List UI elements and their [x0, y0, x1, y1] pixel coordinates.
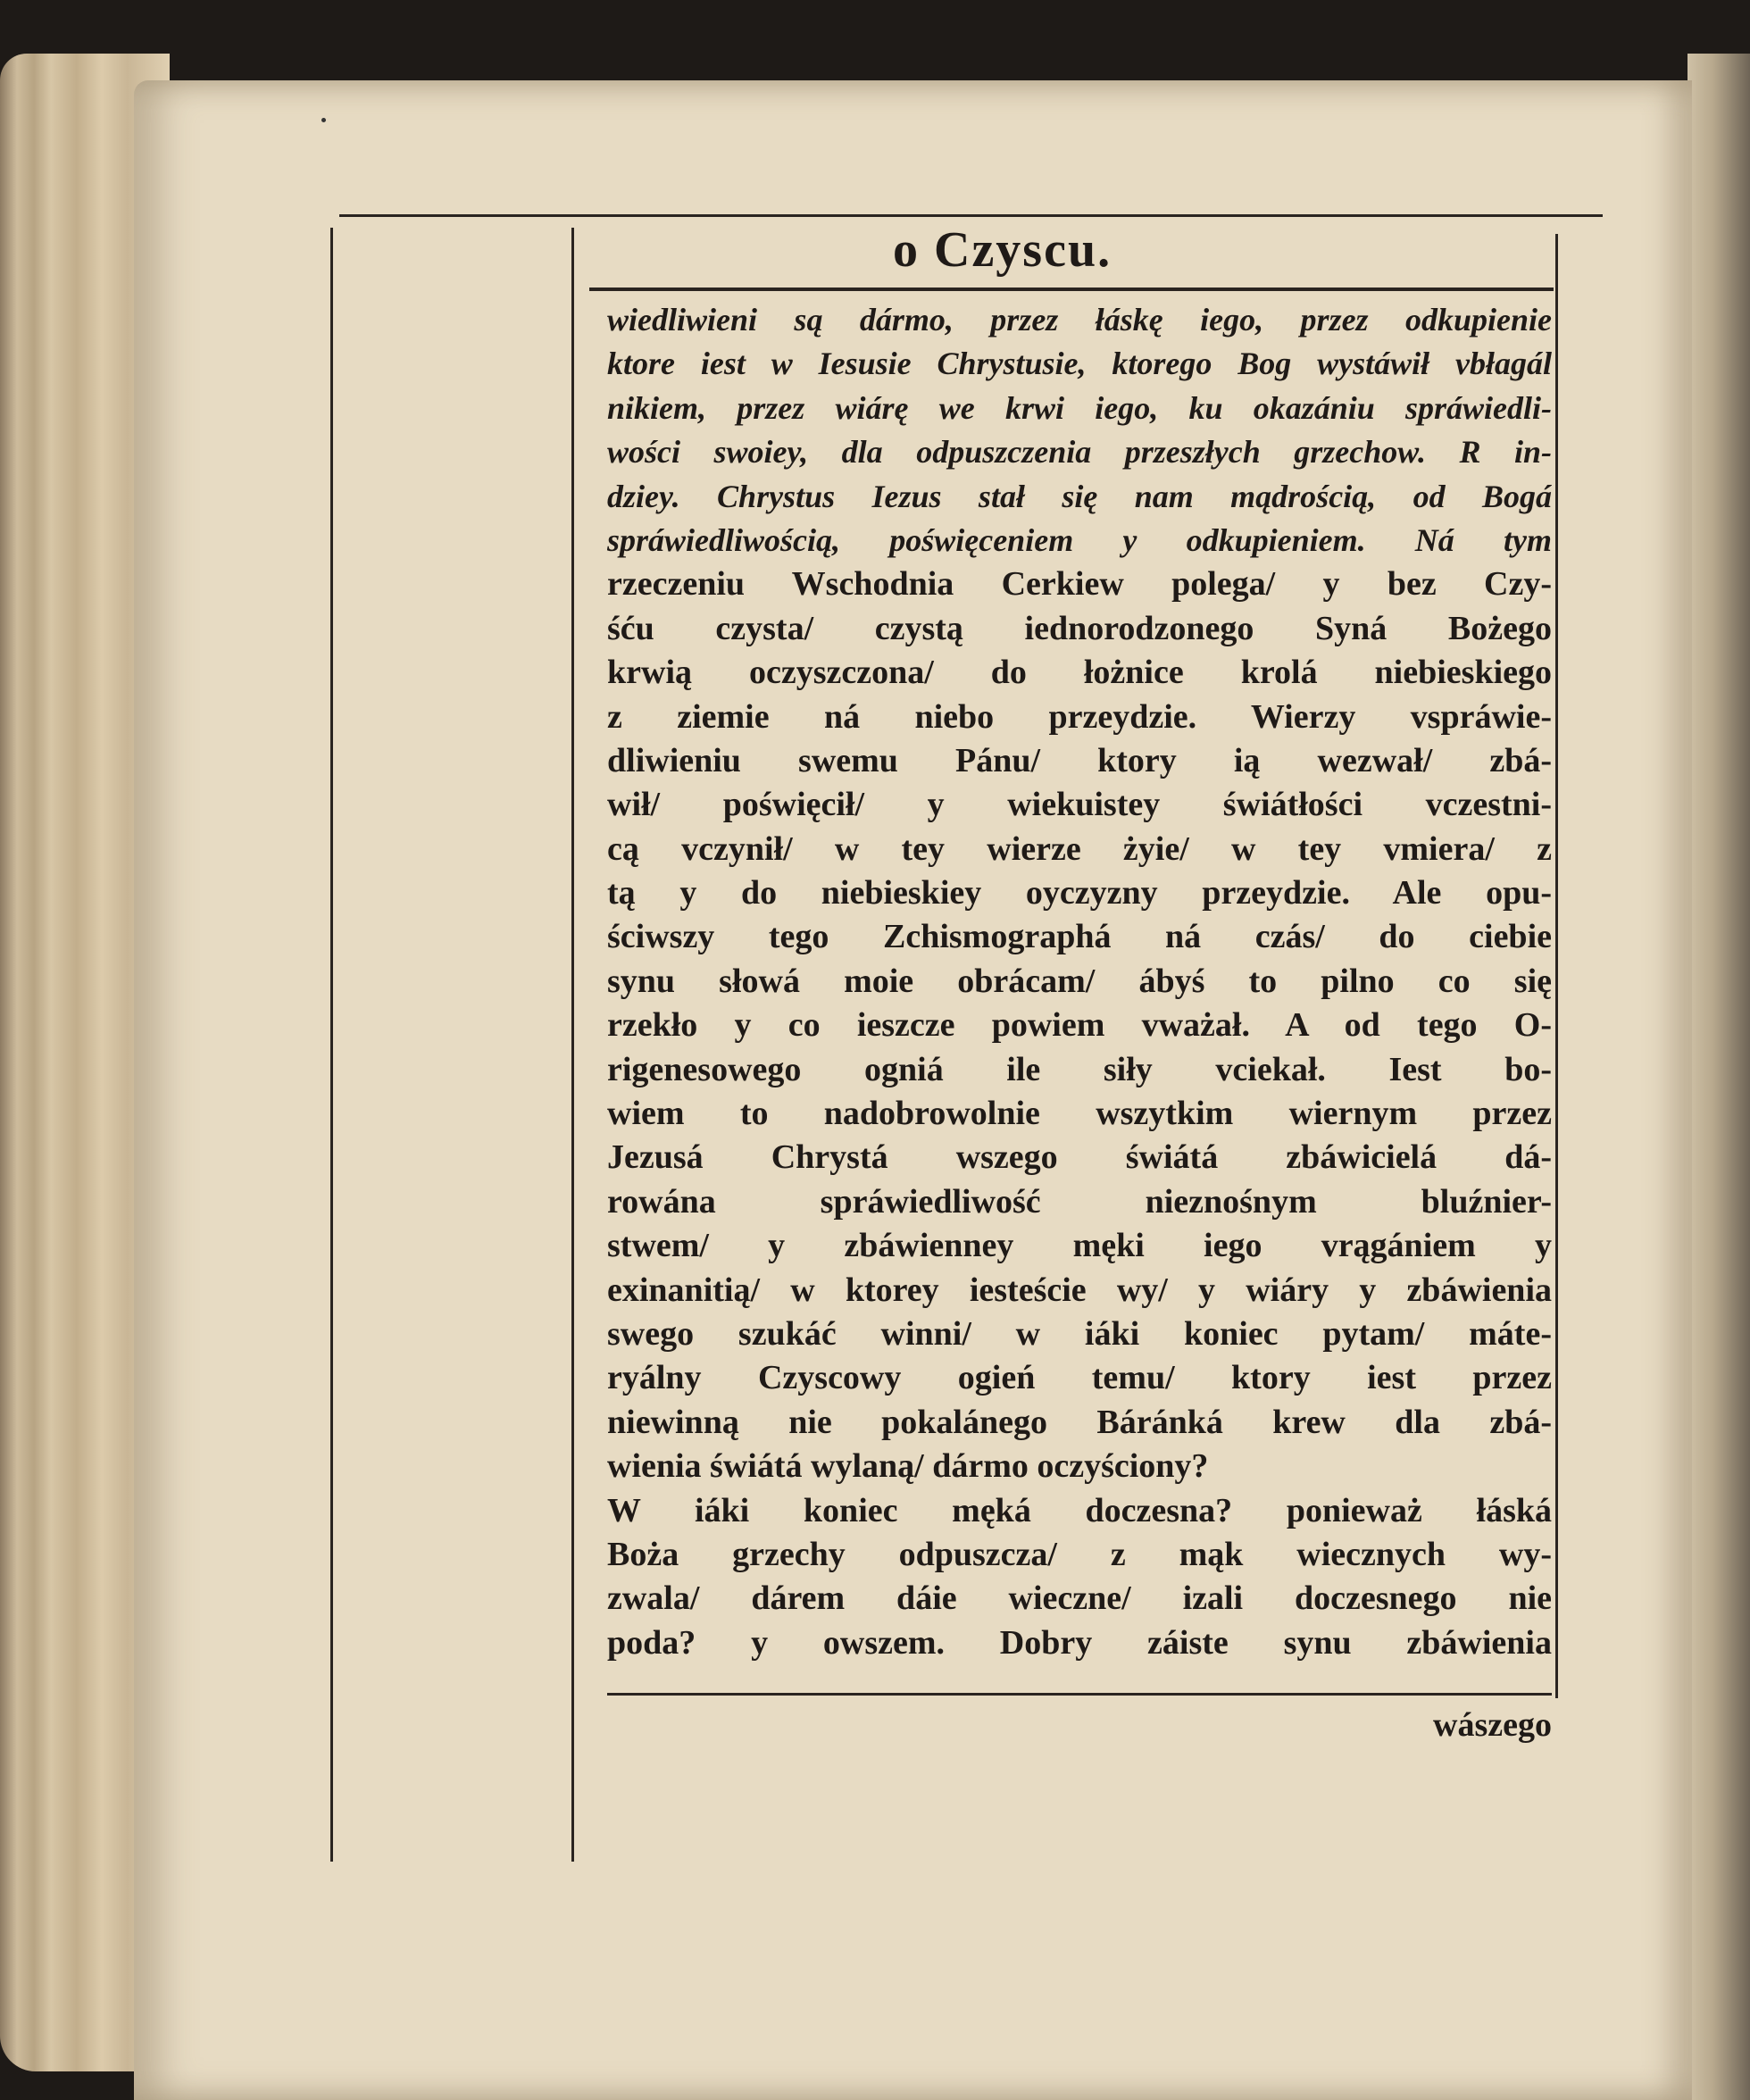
- book-cover-edge: [1688, 54, 1750, 2100]
- text-line: z ziemie ná niebo przeydzie. Wierzy vspráwie-: [607, 697, 1552, 736]
- text-line: krwią oczyszczona/ do łożnice krolá niebieskiego: [607, 654, 1552, 692]
- text-line: dliwieniu swemu Pánu/ ktory ią wezwał/ zbá-: [607, 741, 1552, 779]
- body-text: [607, 298, 1552, 1665]
- text-line: wił/ poświęcił/ y wiekuistey świátłości vczestni-: [607, 786, 1552, 824]
- text-line: Jezusá Chrystá wszego świátá zbáwicielá dá-: [607, 1138, 1552, 1177]
- text-line: niewinną nie pokalánego Báránká krew dla zbá-: [607, 1403, 1552, 1441]
- running-title: o Czyscu.: [893, 222, 1112, 278]
- catchword: wászego: [1433, 1706, 1552, 1744]
- text-line: rowána spráwiedliwość nieznośnym bluźnier-: [607, 1182, 1552, 1221]
- text-line: rzekło y co ieszcze powiem vważał. A od tego O-: [607, 1006, 1552, 1045]
- text-line: wości swoiey, dla odpuszczenia przeszłych grzechow. R in-: [607, 434, 1552, 471]
- text-line: spráwiedliwością, poświęceniem y odkupieniem. Ná tym: [607, 521, 1552, 558]
- text-line: zwala/ dárem dáie wieczne/ izali doczesnego nie: [607, 1579, 1552, 1618]
- text-line: Boża grzechy odpuszcza/ z mąk wiecznych wy-: [607, 1535, 1552, 1573]
- text-line: rigenesowego ogniá ile siły vciekał. Iest bo-: [607, 1050, 1552, 1088]
- text-line: wienia świátá wylaną/ dármo oczyściony?: [607, 1447, 1209, 1486]
- text-line: dziey. Chrystus Iezus stał się nam mądrością, od Bogá: [607, 478, 1552, 514]
- text-line: nikiem, przez wiárę we krwi iego, ku okazániu spráwiedli-: [607, 389, 1552, 426]
- ink-speck: [321, 118, 326, 122]
- text-line: swego szukáć winni/ w iáki koniec pytam/ máte-: [607, 1314, 1552, 1353]
- text-line: wiem to nadobrowolnie wszytkim wiernym przez: [607, 1095, 1552, 1133]
- margin-rule-inner: [571, 228, 574, 1862]
- text-line: synu słowá moie obrácam/ ábyś to pilno co się: [607, 962, 1552, 1000]
- text-line: śću czysta/ czystą iednorodzonego Syná Bożego: [607, 609, 1552, 647]
- text-rule-right: [1555, 234, 1558, 1698]
- text-line: tą y do niebieskiey oyczyzny przeydzie. Ale opu-: [607, 874, 1552, 912]
- header-rule: [589, 288, 1554, 291]
- text-line: stwem/ y zbáwienney męki iego vrągániem y: [607, 1227, 1552, 1265]
- text-line: cą vczynił/ w tey wierze żyie/ w tey vmiera/ z: [607, 829, 1552, 868]
- top-rule: [339, 214, 1603, 217]
- text-line: ryálny Czyscowy ogień temu/ ktory iest przez: [607, 1359, 1552, 1397]
- text-line: ściwszy tego Zchismographá ná czás/ do ciebie: [607, 918, 1552, 956]
- margin-rule-outer: [330, 228, 333, 1862]
- text-line: wiedliwieni są dármo, przez łáskę iego, przez odkupienie: [607, 302, 1552, 338]
- text-line: W iáki koniec męká doczesna? ponieważ łáská: [607, 1491, 1552, 1529]
- text-line: poda? y owszem. Dobry záiste synu zbáwienia: [607, 1623, 1552, 1662]
- text-line: exinanitią/ w ktorey iesteście wy/ y wiáry y zbáwienia: [607, 1271, 1552, 1309]
- text-line: rzeczeniu Wschodnia Cerkiew polega/ y bez Czy-: [607, 565, 1552, 604]
- bottom-rule: [607, 1693, 1552, 1696]
- text-line: ktore iest w Iesusie Chrystusie, ktorego Bog wystáwił vbłagál: [607, 346, 1552, 382]
